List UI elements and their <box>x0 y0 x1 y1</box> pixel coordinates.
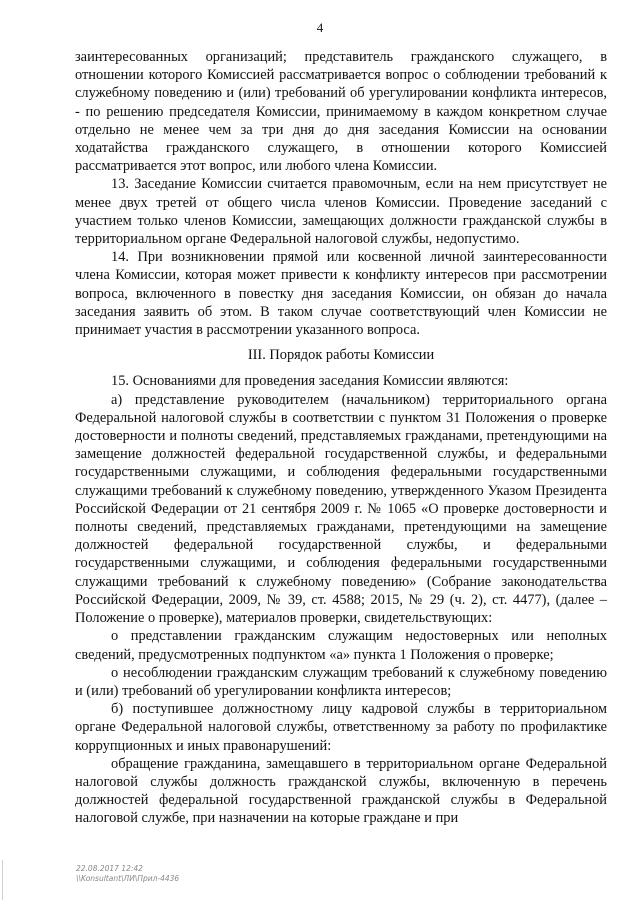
scan-edge-line <box>2 860 3 900</box>
subparagraph-a-item-1: о представлении гражданским служащим недостоверных или неполных сведений, предусмотренных подпунктом «а» пункта 1 Положения о проверке; <box>75 628 607 663</box>
subparagraph-b: б) поступившее должностному лицу кадровой службы в территориальном органе Федеральной налоговой службы, ответственному за работу по профилактике коррупционных и иных правонарушений: <box>75 701 607 754</box>
paragraph-13: 13. Заседание Комиссии считается правомочным, если на нем присутствует не менее двух третей от общего числа членов Комиссии. Проведение заседаний с участием только членов Комиссии, замещающих должности гражданской службы в территориальном органе Федеральной налоговой службы, недопустимо. <box>75 176 607 248</box>
paragraph-14: 14. При возникновении прямой или косвенной личной заинтересованности члена Комиссии, которая может привести к конфликту интересов при рассмотрении вопроса, включенного в повестку дня заседания Комиссии, он обязан до начала заседания заявить об этом. В таком случае соответствующий член Комиссии не принимает участия в рассмотрении указанного вопроса. <box>75 249 607 339</box>
footer-timestamp: 22.08.2017 12:42 <box>76 864 143 873</box>
subparagraph-a-item-2: о несоблюдении гражданским служащим требований к служебному поведению и (или) требований об урегулировании конфликта интересов; <box>75 664 607 699</box>
page-number: 4 <box>316 20 324 35</box>
subparagraph-a: а) представление руководителем (начальником) территориального органа Федеральной налоговой службы в соответствии с пунктом 31 Положения о проверке достоверности и полноты сведений, представляемых гражданами, претендующими на замещение должностей федеральной государственной службы, и федеральными государственными служащими, и соблюдения федеральными государственными служащими требований к служебному поведению, утвержденного Указом Президента Российской Федерации от 21 сентября 2009 г. № 1065 «О проверке достоверности и полноты сведений, представляемых гражданами, претендующими на замещение должностей федеральной государственной службы, и федеральными государственными служащими, и соблюдения федеральными государственными служащими требований к служебному поведению» (Собрание законодательства Российской Федерации, 2009, № 39, ст. 4588; 2015, № 29 (ч. 2), ст. 4477), (далее – Положение о проверке), материалов проверки, свидетельствующих: <box>75 391 607 627</box>
footer-document-id: \\Konsultant\ЛИ\Прил-4436 <box>76 874 180 883</box>
footer-stamp <box>76 864 179 884</box>
subparagraph-b-item-1: обращение гражданина, замещавшего в территориальном органе Федеральной налоговой службы должность гражданской службы, включенную в перечень должностей федеральной государственной гражданской службы в Федеральной налоговой службе, при назначении на которые граждане и при <box>75 755 607 827</box>
section-heading: III. Порядок работы Комиссии <box>247 347 435 364</box>
paragraph-continuation: заинтересованных организаций; представитель гражданского служащего, в отношении которого Комиссией рассматривается вопрос о соблюдении требований к служебному поведению и (или) требований об урегулировании конфликта интересов, - по решению председателя Комиссии, принимаемому в каждом конкретном случае отдельно не менее чем за три дня до дня заседания Комиссии на основании ходатайства гражданского служащего, в отношении которого Комиссией рассматривается этот вопрос, или любого члена Комиссии. <box>75 49 607 175</box>
document-body <box>75 48 607 828</box>
paragraph-15: 15. Основаниями для проведения заседания Комиссии являются: <box>111 373 509 390</box>
